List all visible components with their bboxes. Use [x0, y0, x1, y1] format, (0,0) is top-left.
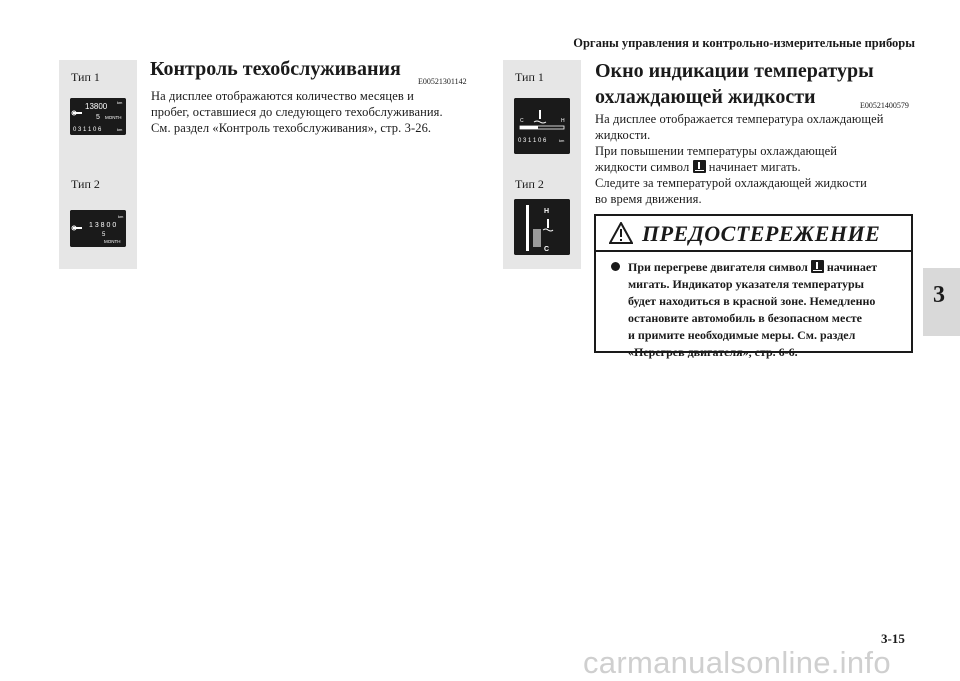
type2-label: Тип 2 — [71, 177, 100, 191]
svg-text:km: km — [117, 127, 123, 132]
warning-header — [596, 216, 911, 252]
bullet-icon — [611, 262, 620, 271]
type2-label: Тип 2 — [515, 177, 544, 191]
warning-title: ПРЕДОСТЕРЕЖЕНИЕ — [642, 221, 881, 246]
right-figure-panel — [503, 60, 581, 269]
maintenance-code: E00521301142 — [418, 77, 467, 86]
svg-text:H: H — [544, 208, 550, 215]
svg-text:km: km — [559, 138, 565, 143]
warning-text: При перегреве двигателя символ начинает мигать. Индикатор указателя температуры будет находиться в красной зоне. Немедленно остановите автомобиль в безопасном месте и примите необходимые меры. См. раздел «Перегрев двигателя», стр. 6-6. — [611, 259, 906, 361]
coolant-temperature-icon — [693, 160, 706, 173]
maintenance-display-type2 — [70, 210, 126, 247]
trip-value: 0 3 1 1 0 6 — [73, 127, 102, 133]
svg-text:H: H — [561, 118, 565, 124]
coolant-text: На дисплее отображается температура охлаждающей жидкости. При повышении температуры охлаждающей жидкости символ начинает мигать. Следите за температурой охлаждающей жидкости во время движения. — [595, 112, 884, 206]
type1-label: Тип 1 — [515, 70, 544, 84]
maintenance-display-type1 — [70, 98, 126, 135]
page-number: 3-15 — [881, 631, 905, 646]
warning-triangle-icon — [609, 222, 633, 244]
svg-text:km: km — [117, 100, 123, 105]
coolant-code: E00521400579 — [860, 101, 909, 110]
maintenance-text: На дисплее отображаются количество месяцев и пробег, оставшиеся до следующего техобслуживания. См. раздел «Контроль техобслуживания», стр. 3-26. — [151, 89, 443, 135]
type1-label: Тип 1 — [71, 70, 100, 84]
temperature-display-type2 — [514, 199, 570, 255]
chapter-tab: 3 — [923, 268, 960, 336]
svg-text:MONTH: MONTH — [105, 115, 122, 120]
months-value: 5 — [96, 114, 100, 121]
svg-text:1 3 8 0 0: 1 3 8 0 0 — [89, 222, 117, 229]
page-header: Органы управления и контрольно-измерительные приборы — [573, 36, 915, 50]
svg-text:C: C — [544, 246, 550, 253]
svg-text:5: 5 — [102, 232, 106, 238]
svg-text:0 3 1 1 0 6: 0 3 1 1 0 6 — [518, 138, 547, 144]
svg-text:MONTH: MONTH — [104, 239, 121, 244]
left-figure-panel — [59, 60, 137, 269]
warning-box — [594, 214, 913, 359]
watermark: carmanualsonline.info — [583, 645, 891, 680]
coolant-title: Окно индикации температуры охлаждающей жидкости — [595, 60, 874, 108]
maintenance-title: Контроль техобслуживания — [150, 58, 401, 80]
svg-text:km: km — [118, 214, 124, 219]
temperature-display-type1 — [514, 98, 570, 154]
svg-text:C: C — [520, 118, 524, 124]
coolant-temperature-icon — [811, 260, 824, 273]
odo-value: 13800 — [85, 102, 108, 111]
